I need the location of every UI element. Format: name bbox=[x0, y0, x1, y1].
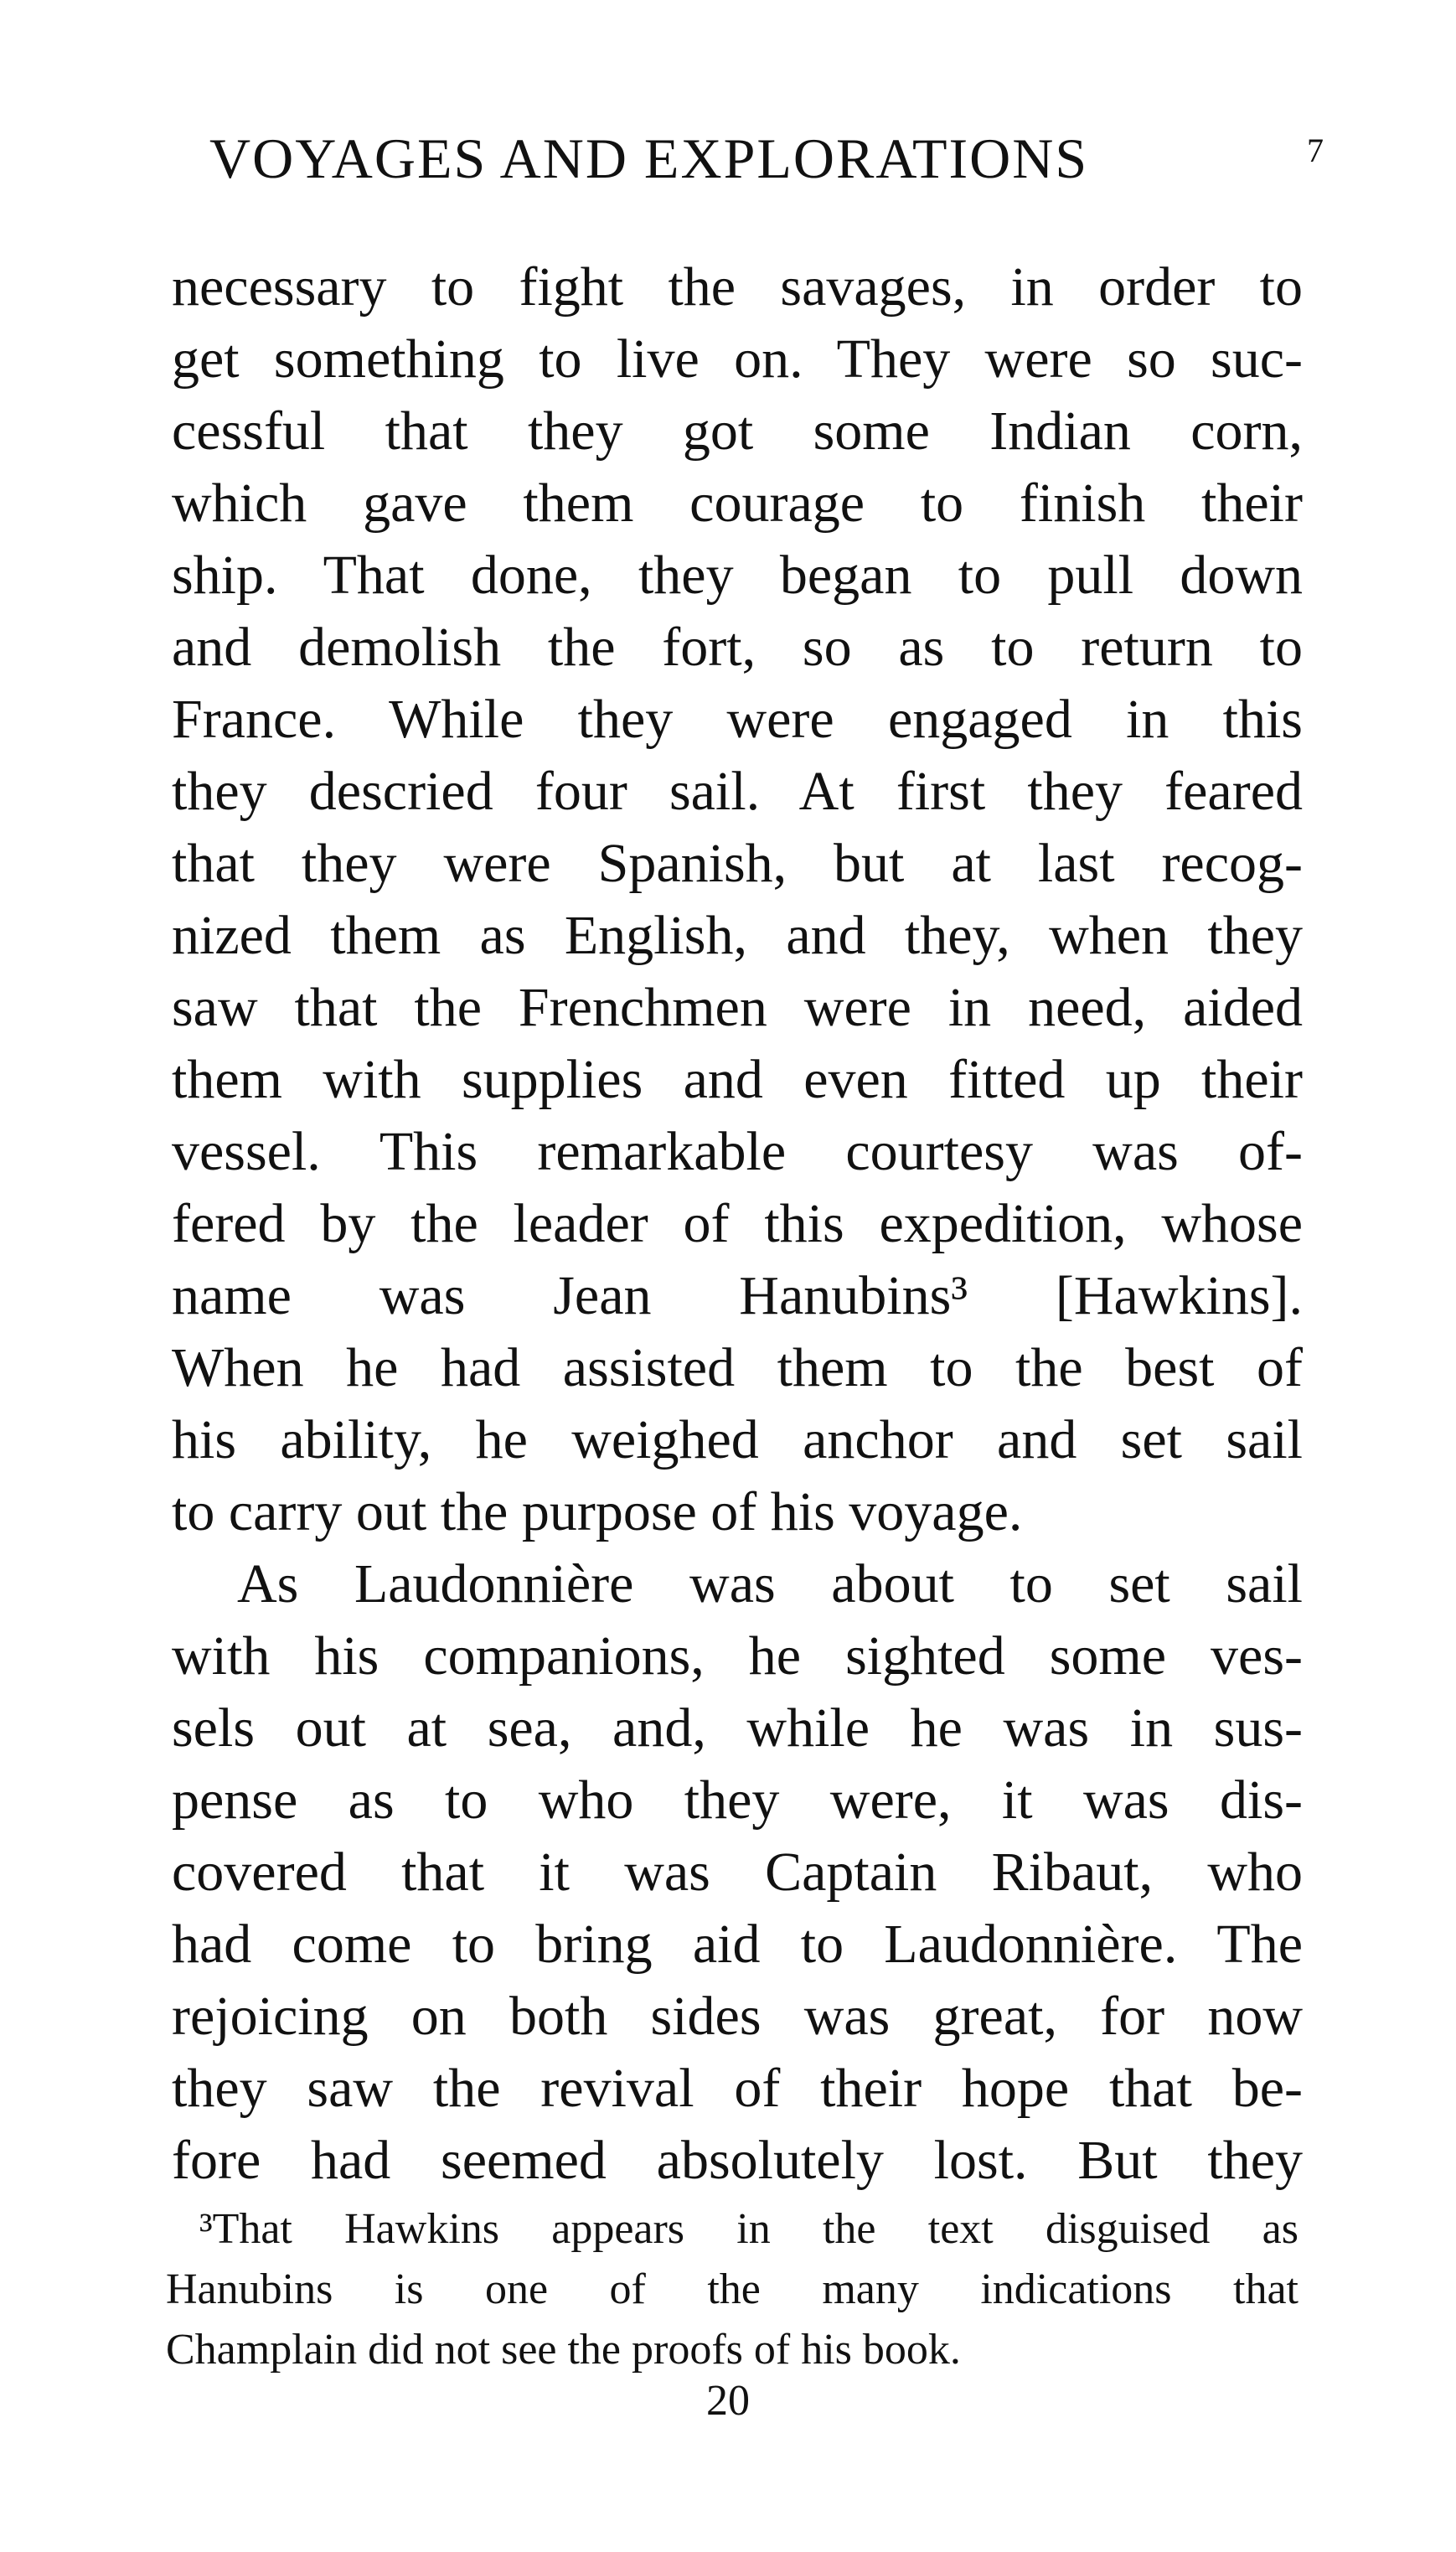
text-line: nized them as English, and they, when they bbox=[172, 905, 1303, 966]
text-line: ship. That done, they began to pull down bbox=[172, 545, 1303, 606]
footnote-line: ³That Hawkins appears in the text disguised as bbox=[199, 2205, 1299, 2253]
text-line: that they were Spanish, but at last recog- bbox=[172, 833, 1303, 894]
running-head-mark: 7 bbox=[1307, 132, 1324, 169]
text-line: necessary to fight the savages, in order to bbox=[172, 256, 1303, 318]
text-line: get something to live on. They were so suc- bbox=[172, 328, 1303, 390]
text-line: cessful that they got some Indian corn, bbox=[172, 400, 1303, 462]
paragraph-1 bbox=[172, 251, 1303, 1548]
text-line: with his companions, he sighted some ves- bbox=[172, 1625, 1303, 1687]
text-line: had come to bring aid to Laudonnière. The bbox=[172, 1914, 1303, 1975]
text-line: name was Jean Hanubins³ [Hawkins]. bbox=[172, 1265, 1303, 1326]
text-line: France. While they were engaged in this bbox=[172, 689, 1303, 750]
page-number: 20 bbox=[706, 2377, 750, 2425]
text-line: pense as to who they were, it was dis- bbox=[172, 1769, 1303, 1831]
text-line: vessel. This remarkable courtesy was of- bbox=[172, 1121, 1303, 1182]
text-line: which gave them courage to finish their bbox=[172, 473, 1303, 534]
footnote bbox=[166, 2199, 1299, 2380]
paragraph-2 bbox=[172, 1548, 1303, 2197]
body-text bbox=[172, 251, 1303, 2197]
text-line: to carry out the purpose of his voyage. bbox=[172, 1481, 1023, 1542]
footnote-line: Champlain did not see the proofs of his book. bbox=[166, 2326, 961, 2374]
text-line: fore had seemed absolutely lost. But they bbox=[172, 2130, 1303, 2191]
text-line: they saw the revival of their hope that be- bbox=[172, 2058, 1303, 2119]
text-line: rejoicing on both sides was great, for now bbox=[172, 1986, 1303, 2047]
running-head: VOYAGES AND EXPLORATIONS bbox=[209, 127, 1089, 190]
text-line: they descried four sail. At first they feared bbox=[172, 761, 1303, 822]
text-line: As Laudonnière was about to set sail bbox=[237, 1553, 1303, 1614]
text-line: and demolish the fort, so as to return to bbox=[172, 617, 1303, 678]
text-line: covered that it was Captain Ribaut, who bbox=[172, 1842, 1303, 1903]
text-line: fered by the leader of this expedition, whose bbox=[172, 1193, 1303, 1254]
text-line: When he had assisted them to the best of bbox=[172, 1337, 1303, 1398]
text-line: saw that the Frenchmen were in need, aided bbox=[172, 977, 1303, 1038]
text-line: them with supplies and even fitted up their bbox=[172, 1049, 1303, 1110]
text-line: sels out at sea, and, while he was in sus- bbox=[172, 1697, 1303, 1759]
footnote-line: Hanubins is one of the many indications that bbox=[166, 2265, 1299, 2313]
text-line: his ability, he weighed anchor and set sail bbox=[172, 1409, 1303, 1470]
